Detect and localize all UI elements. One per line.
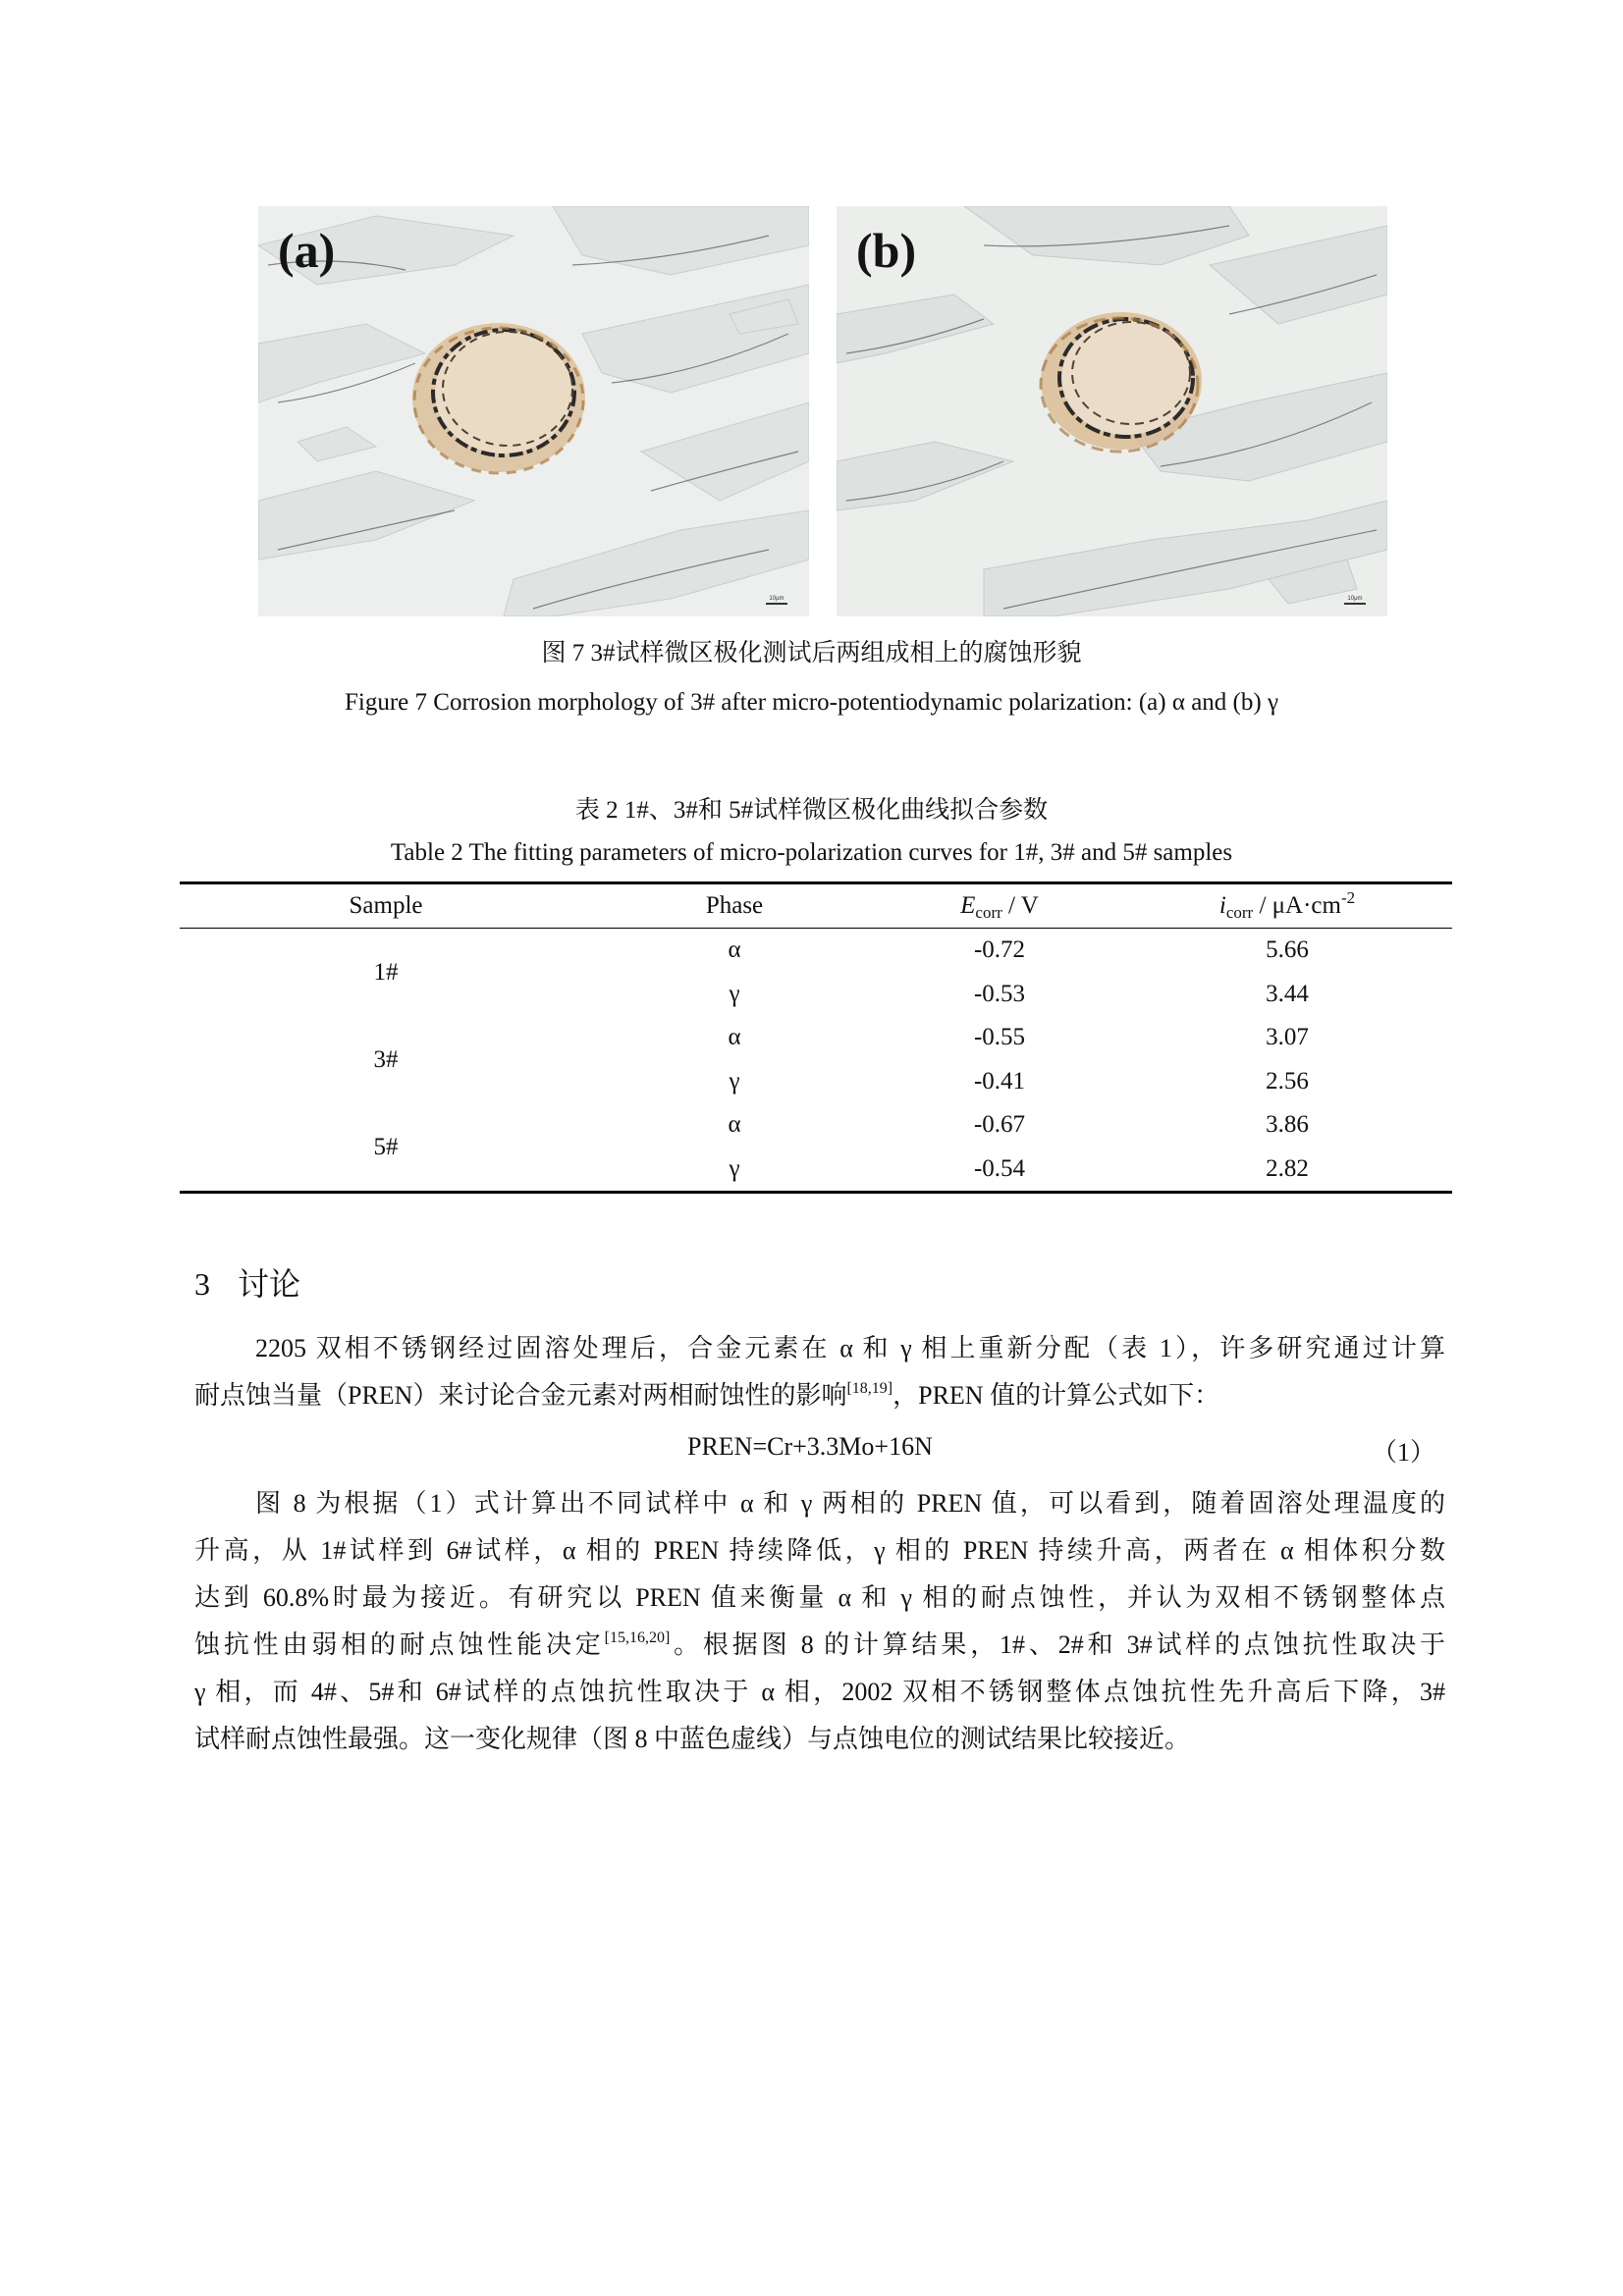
table-row (180, 1016, 1452, 1060)
figure-caption-en: Figure 7 Corrosion morphology of 3# after micro-potentiodynamic polarization: (a) α and (b) γ (345, 689, 1278, 716)
equation-number: （1） (1371, 1438, 1435, 1467)
panel-a-label: (a) (278, 223, 336, 278)
paragraph-line: 耐点蚀当量（PREN）来讨论合金元素对两相耐蚀性的影响[18,19]，PREN 值的计算公式如下： (194, 1380, 1220, 1410)
phase-cell: α (728, 1024, 741, 1051)
paragraph-2 (194, 1480, 1445, 1763)
icorr-cell: 2.56 (1266, 1067, 1309, 1095)
micrograph-panel-a (258, 206, 809, 616)
table-row (180, 1103, 1452, 1148)
icorr-cell: 5.66 (1266, 936, 1309, 964)
icorr-cell: 3.07 (1266, 1024, 1309, 1051)
table-row (180, 929, 1452, 973)
table-caption-cn: 表 2 1#、3#和 5#试样微区极化曲线拟合参数 (574, 797, 1049, 824)
table-header-row (180, 883, 1452, 929)
micrograph-a-image (258, 206, 809, 616)
paragraph-line: γ 相，而 4#、5#和 6#试样的点蚀抗性取决于 α 相，2002 双相不锈钢整体点蚀抗性先升高后下降，3# (194, 1678, 1445, 1706)
phase-cell: γ (729, 1067, 740, 1095)
section-number: 3 (194, 1266, 210, 1302)
equation-1 (194, 1432, 1445, 1475)
citation: [18,19] (846, 1380, 893, 1397)
scale-bar: 10μm (764, 596, 789, 605)
header-sample: Sample (349, 892, 423, 919)
paragraph-line: 升高，从 1#试样到 6#试样，α 相的 PREN 持续降低，γ 相的 PREN 持续升高，两者在 α 相体积分数 (194, 1536, 1445, 1565)
ecorr-cell: -0.54 (973, 1154, 1026, 1182)
sample-cell: 5# (373, 1133, 399, 1160)
header-ecorr: $E_{corr}$ / V (960, 892, 1039, 922)
fitting-parameters-table (180, 881, 1452, 1194)
paragraph-line: 达到 60.8%时最为接近。有研究以 PREN 值来衡量 α 和 γ 相的耐点蚀性，并认为双相不锈钢整体点 (194, 1583, 1445, 1612)
phase-cell: α (728, 1111, 741, 1139)
ecorr-cell: -0.55 (973, 1024, 1026, 1051)
ecorr-cell: -0.67 (973, 1111, 1026, 1139)
phase-cell: γ (729, 1154, 740, 1182)
micrograph-b-image (837, 206, 1387, 616)
header-icorr: $i_{corr} / \mu A\cdot cm^{-2}$ (1218, 888, 1356, 922)
scale-bar: 10μm (1342, 596, 1368, 605)
header-phase: Phase (705, 892, 764, 919)
ecorr-cell: -0.41 (973, 1067, 1026, 1095)
table-caption-en: Table 2 The fitting parameters of micro-polarization curves for 1#, 3# and 5# samples (390, 839, 1233, 866)
paragraph-line: 试样耐点蚀性最强。这一变化规律（图 8 中蓝色虚线）与点蚀电位的测试结果比较接近。 (194, 1725, 1191, 1753)
sample-cell: 3# (373, 1045, 399, 1073)
icorr-cell: 2.82 (1266, 1154, 1309, 1182)
paragraph-line: 蚀抗性由弱相的耐点蚀性能决定[15,16,20]。根据图 8 的计算结果，1#、2#和 3#试样的点蚀抗性取决于 (194, 1629, 1445, 1659)
citation: [15,16,20] (604, 1629, 671, 1646)
sample-cell: 1# (373, 958, 399, 986)
figure-caption-cn: 图 7 3#试样微区极化测试后两组成相上的腐蚀形貌 (541, 640, 1082, 667)
paragraph-line: 2205 双相不锈钢经过固溶处理后，合金元素在 α 和 γ 相上重新分配（表 1），许多研究通过计算 (255, 1334, 1445, 1362)
micrograph-panel-b (837, 206, 1387, 616)
ecorr-cell: -0.72 (973, 936, 1026, 964)
section-heading (194, 1259, 300, 1305)
ecorr-cell: -0.53 (973, 980, 1026, 1007)
paragraph-line: 图 8 为根据（1）式计算出不同试样中 α 和 γ 两相的 PREN 值，可以看到，随着固溶处理温度的 (255, 1489, 1445, 1518)
icorr-cell: 3.86 (1266, 1111, 1309, 1139)
equation-text: PREN=Cr+3.3Mo+16N (687, 1432, 933, 1461)
phase-cell: α (728, 936, 741, 964)
phase-cell: γ (729, 980, 740, 1007)
paragraph-1 (194, 1325, 1445, 1419)
icorr-cell: 3.44 (1266, 980, 1309, 1007)
panel-b-label: (b) (856, 223, 917, 278)
section-title: 讨论 (238, 1266, 301, 1302)
